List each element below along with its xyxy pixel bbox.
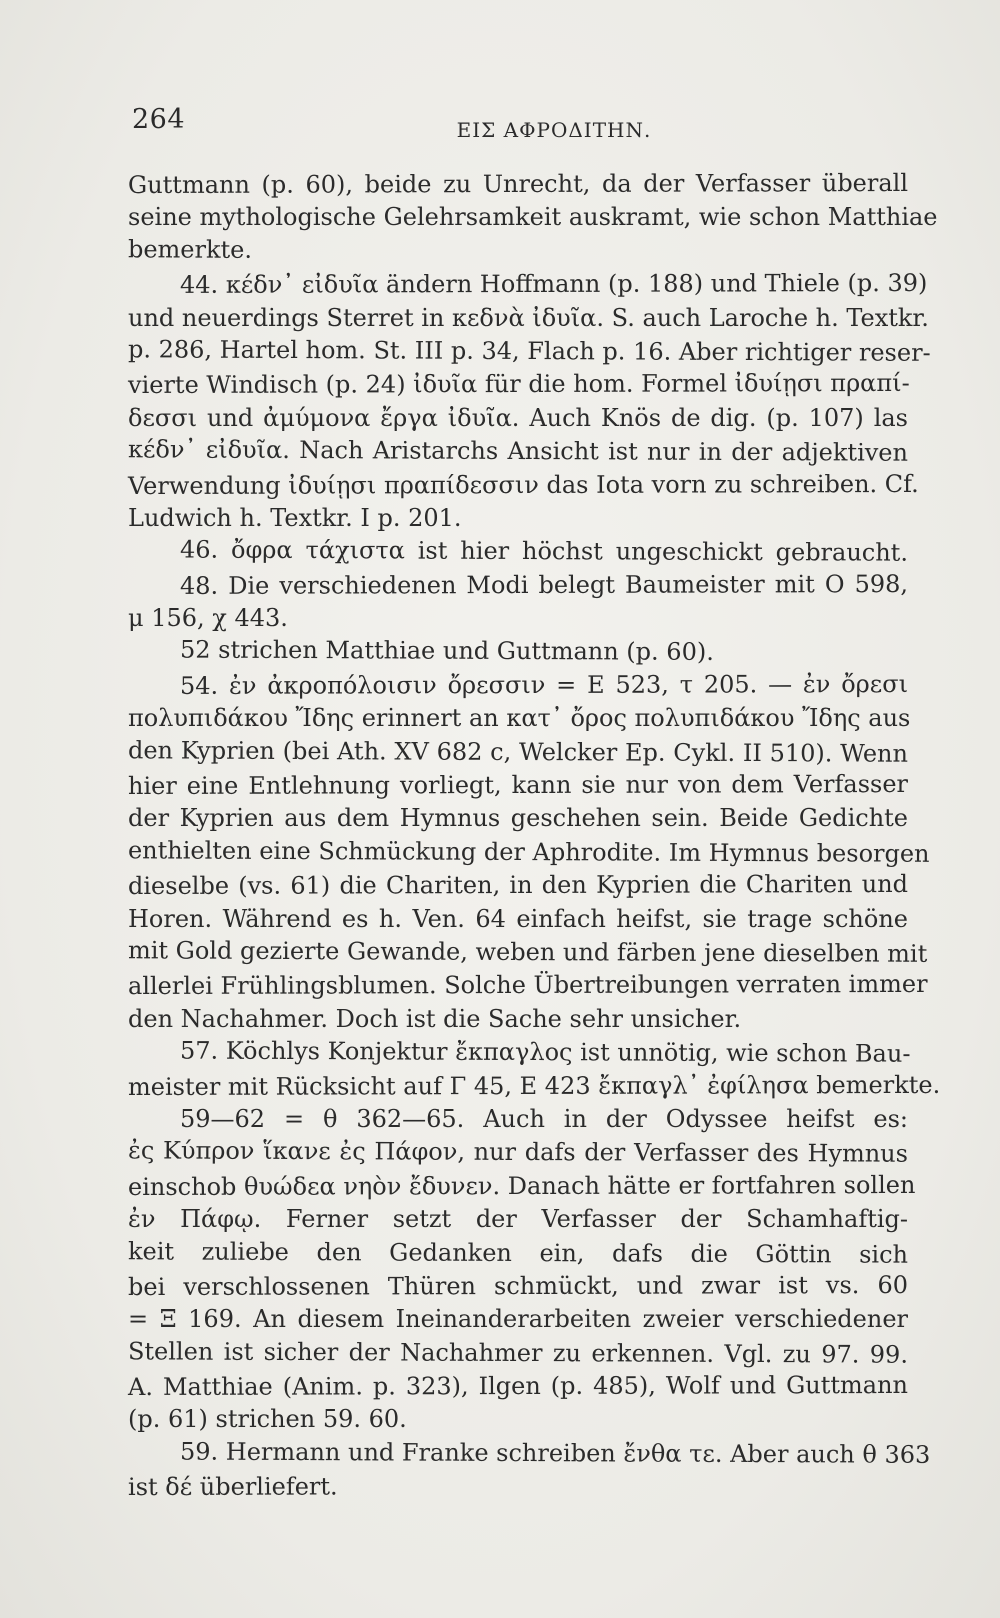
text-line: Stellen ist sicher der Nachahmer zu erkennen. Vgl. zu 97. 99.: [127, 1336, 909, 1369]
text-line: (p. 61) strichen 59. 60.: [128, 1405, 407, 1434]
text-line: meister mit Rücksicht auf Γ 45, E 423 ἔκπαγλ᾽ ἐφίλησα bemerkte.: [127, 1070, 941, 1101]
text-line: πολυπιδάκου Ἴδης erinnert an κατ᾽ ὄρος πολυπιδάκου Ἴδης aus: [128, 704, 911, 733]
text-line: 59. Hermann und Franke schreiben ἔνθα τε. Aber auch θ 363: [179, 1437, 931, 1469]
text-line: 52 strichen Matthiae und Guttmann (p. 60).: [179, 635, 714, 667]
text-line: p. 286, Hartel hom. St. III p. 34, Flach p. 16. Aber richtiger reser-: [127, 335, 931, 367]
text-line: hier eine Entlehnung vorliegt, kann sie nur von dem Verfasser: [127, 770, 909, 801]
text-line: bei verschlossenen Thüren schmückt, und zwar ist vs. 60: [127, 1270, 909, 1301]
text-line: einschob θυώδεα νηὸν ἔδυνεν. Danach hätte er fortfahren sollen: [127, 1170, 916, 1201]
text-line: = Ξ 169. An diesem Ineinanderarbeiten zweier verschiedener: [128, 1305, 908, 1334]
text-line: 48. Die verschiedenen Modi belegt Baumeister mit O 598,: [179, 569, 909, 600]
text-line: Ludwich h. Textkr. I p. 201.: [128, 503, 462, 532]
text-line: den Kyprien (bei Ath. XV 682 c, Welcker Ep. Cykl. II 510). Wenn: [127, 735, 909, 768]
text-line: ἐς Κύπρον ἵκανε ἐς Πάφον, nur dafs der Verfasser des Hymnus: [127, 1136, 909, 1169]
text-line: seine mythologische Gelehrsamkeit auskramt, wie schon Matthiae: [128, 203, 938, 232]
text-line: mit Gold gezierte Gewande, weben und färben jene dieselben mit: [127, 936, 928, 968]
text-line: dieselbe (vs. 61) die Chariten, in den Kyprien die Chariten und: [127, 870, 909, 901]
text-line: Horen. Während es h. Ven. 64 einfach heifst, sie trage schöne: [128, 904, 908, 933]
text-line: und neuerdings Sterret in κεδνὰ ἰδυῖα. S. auch Laroche h. Textkr.: [128, 303, 929, 332]
text-line: A. Matthiae (Anim. p. 323), Ilgen (p. 485), Wolf und Guttmann: [127, 1371, 909, 1402]
text-line: Verwendung ἰδυίῃσι πραπίδεσσιν das Iota vorn zu schreiben. Cf.: [127, 469, 919, 500]
text-line: κέδν᾽ εἰδυῖα. Nach Aristarchs Ansicht ist nur in der adjektiven: [127, 435, 909, 467]
commentary-text: [127, 168, 941, 1504]
text-line: allerlei Frühlingsblumen. Solche Übertreibungen verraten immer: [127, 970, 928, 1001]
text-line: der Kyprien aus dem Hymnus geschehen sein. Beide Gedichte: [128, 804, 908, 833]
page-header: [128, 104, 920, 144]
text-line: vierte Windisch (p. 24) ἰδυῖα für die hom. Formel ἰδυίῃσι πραπί-: [127, 369, 910, 400]
page-number: 264: [132, 104, 186, 135]
text-line: bemerkte.: [127, 235, 253, 264]
text-line: Guttmann (p. 60), beide zu Unrecht, da der Verfasser überall: [127, 168, 909, 200]
running-title: ΕΙΣ ΑΦΡΟΔΙΤΗΝ.: [456, 118, 652, 142]
text-line: μ 156, χ 443.: [128, 604, 288, 633]
text-line: 44. κέδν᾽ εἰδυῖα ändern Hoffmann (p. 188) und Thiele (p. 39): [179, 269, 928, 300]
text-line: 59—62 = θ 362—65. Auch in der Odyssee heifst es:: [180, 1104, 908, 1133]
text-line: den Nachahmer. Doch ist die Sache sehr unsicher.: [128, 1004, 742, 1033]
text-line: ist δέ überliefert.: [127, 1472, 338, 1502]
text-line: δεσσι und ἀμύμονα ἔργα ἰδυῖα. Auch Knös de dig. (p. 107) las: [128, 403, 908, 432]
text-line: 54. ἐν ἀκροπόλοισιν ὄρεσσιν = E 523, τ 205. — ἐν ὄρεσι: [179, 669, 909, 700]
text-line: ἐν Πάφῳ. Ferner setzt der Verfasser der Schamhaftig-: [128, 1205, 908, 1234]
text-line: keit zuliebe den Gedanken ein, dafs die Göttin sich: [127, 1236, 909, 1269]
text-line: 46. ὄφρα τάχιστα ist hier höchst ungeschickt gebraucht.: [179, 535, 909, 567]
text-line: enthielten eine Schmückung der Aphrodite. Im Hymnus besorgen: [127, 836, 930, 868]
text-line: 57. Köchlys Konjektur ἔκπαγλος ist unnötig, wie schon Bau-: [179, 1036, 911, 1068]
